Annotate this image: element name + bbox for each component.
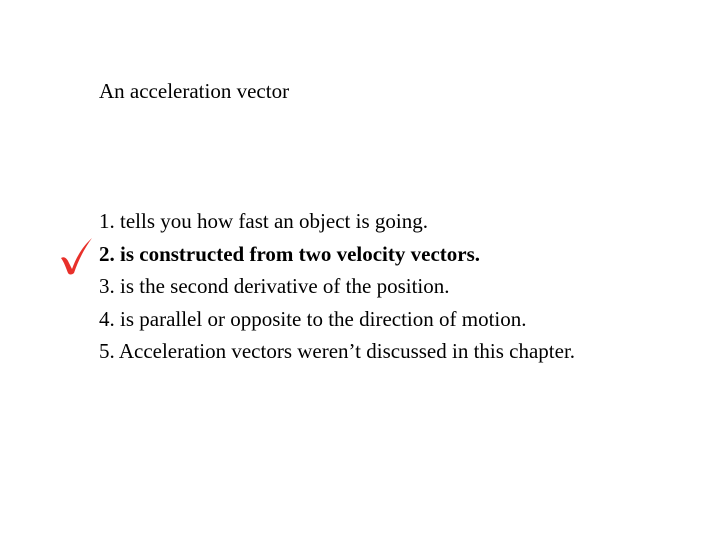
answer-option-1[interactable]: 1. tells you how fast an object is going.: [99, 209, 428, 233]
answer-option-4[interactable]: 4. is parallel or opposite to the direction of motion.: [99, 306, 527, 331]
answer-option-3[interactable]: 3. is the second derivative of the position.: [99, 274, 450, 298]
answer-option-5[interactable]: 5. Acceleration vectors weren’t discussed in this chapter.: [99, 339, 576, 363]
answer-options-list: [99, 205, 575, 368]
check-mark-icon: [58, 236, 94, 276]
answer-option-2[interactable]: 2. is constructed from two velocity vectors.: [99, 241, 481, 266]
question-title: An acceleration vector: [99, 79, 290, 103]
